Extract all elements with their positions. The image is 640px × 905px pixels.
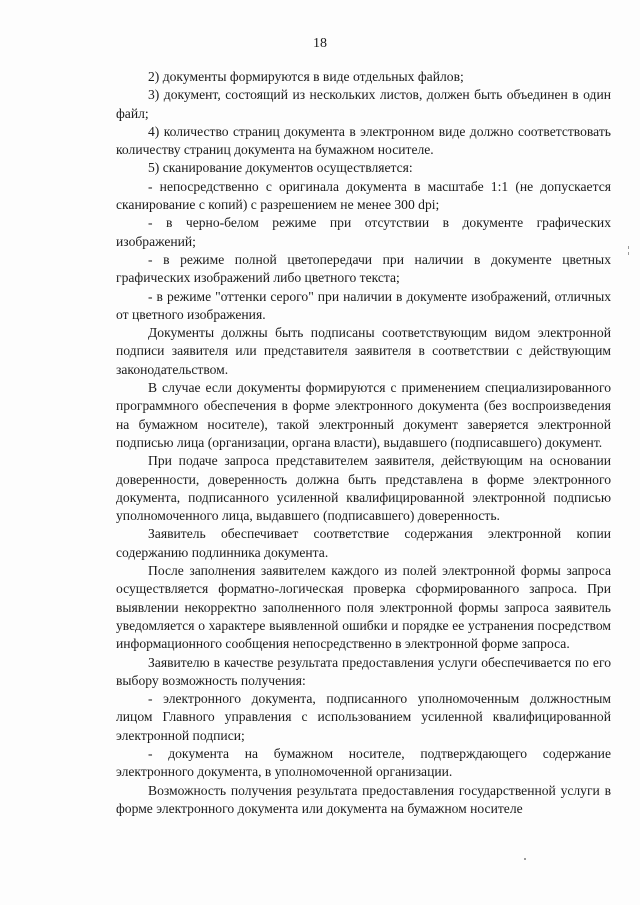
paragraph-item-4: 4) количество страниц документа в электронном виде должно соответствовать количеству страниц документа на бумажном носителе. <box>116 123 611 158</box>
document-body <box>116 68 611 818</box>
paragraph-copy-conformity: Заявитель обеспечивает соответствие содержания электронной копии содержанию подлинника документа. <box>116 526 611 560</box>
paragraph-scan-original: - непосредственно с оригинала документа в масштабе 1:1 (не допускается сканирование с копий) с разрешением не менее 300 dpi; <box>116 178 611 213</box>
paragraph-electronic-document: В случае если документы формируются с применением специализированного программного обеспечения в форме электронного документа (без воспроизведения на бумажном носителе), такой электронный документ заверяется электронной подписью лица (организации, органа власти), выдавшего (подписавшего) документ. <box>116 380 611 450</box>
paragraph-signature-requirement: Документы должны быть подписаны соответствующим видом электронной подписи заявителя или представителя заявителя в соответствии с действующим законодательством. <box>116 325 611 377</box>
paragraph-result-possibility: Возможность получения результата предоставления государственной услуги в форме электронного документа или документа на бумажном носителе <box>116 782 611 816</box>
scan-speck <box>628 246 629 249</box>
paragraph-item-5: 5) сканирование документов осуществляется: <box>148 160 413 176</box>
paragraph-format-check: После заполнения заявителем каждого из полей электронной формы запроса осуществляется форматно-логическая проверка сформированного запроса. При выявлении некорректно заполненного поля электронной формы запроса заявитель уведомляется о характере выявленной ошибки и порядке ее устранения посредством информационного сообщения непосредственно в электронной форме запроса. <box>116 563 611 652</box>
page-number: 18 <box>313 36 327 51</box>
paragraph-scan-grayscale: - в режиме "оттенки серого" при наличии в документе изображений, отличных от цветного изображения. <box>116 288 611 322</box>
paragraph-scan-bw: - в черно-белом режиме при отсутствии в документе графических изображений; <box>116 215 611 249</box>
paragraph-result-paper: - документа на бумажном носителе, подтверждающего содержание электронного документа, в уполномоченной организации. <box>116 745 611 780</box>
paragraph-power-of-attorney: При подаче запроса представителем заявителя, действующим на основании доверенности, доверенность должна быть представлена в форме электронного документа, подписанного усиленной квалифицированной электронной подписью уполномоченного лица, выдавшего (подписавшего) доверенность. <box>116 453 611 524</box>
scan-speck <box>524 858 526 860</box>
paragraph-scan-color: - в режиме полной цветопередачи при наличии в документе цветных графических изображений либо цветного текста; <box>116 251 611 286</box>
paragraph-item-2: 2) документы формируются в виде отдельных файлов; <box>148 69 464 84</box>
paragraph-result-electronic: - электронного документа, подписанного уполномоченным должностным лицом Главного управления с использованием усиленной квалифицированной электронной подписи; <box>116 691 611 743</box>
paragraph-result-options: Заявителю в качестве результата предоставления услуги обеспечивается по его выбору возможность получения: <box>116 654 611 688</box>
paragraph-item-3: 3) документ, состоящий из нескольких листов, должен быть объединен в один файл; <box>116 87 611 121</box>
scan-speck <box>628 252 629 255</box>
